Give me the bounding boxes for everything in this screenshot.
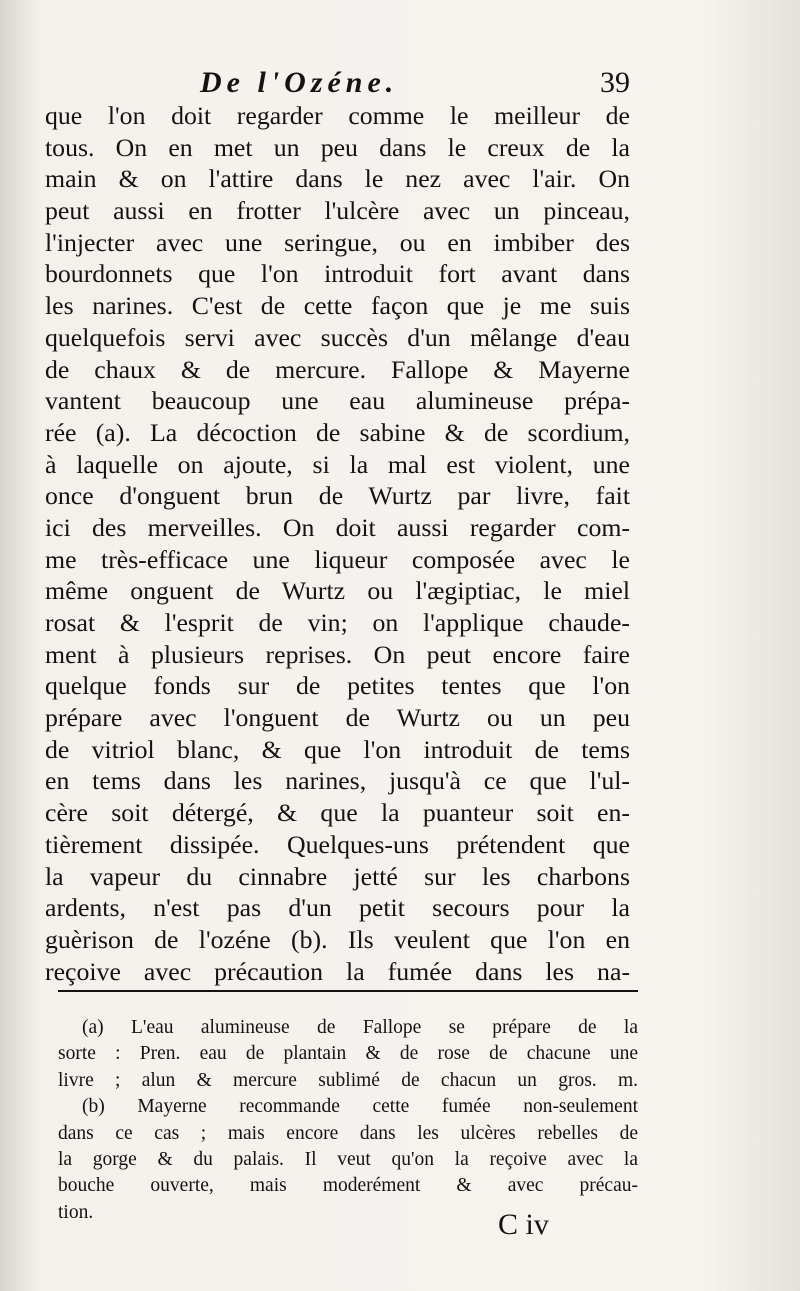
text-line: cère soit détergé, & que la puanteur soit en- bbox=[45, 798, 630, 828]
page-number: 39 bbox=[600, 66, 630, 99]
text-line: quelque fonds sur de petites tentes que l'on bbox=[45, 671, 630, 701]
footnote-divider bbox=[58, 990, 638, 992]
text-line: once d'onguent brun de Wurtz par livre, fait bbox=[45, 481, 630, 511]
text-line: guèrison de l'ozéne (b). Ils veulent que l'on en bbox=[45, 924, 630, 954]
footnote-line: la gorge & du palais. Il veut qu'on la reçoive avec la bbox=[58, 1148, 638, 1170]
footnote-line: livre ; alun & mercure sublimé de chacun un gros. m. bbox=[58, 1069, 638, 1091]
text-line: peut aussi en frotter l'ulcère avec un pinceau, bbox=[45, 196, 630, 226]
footnote-line: sorte : Pren. eau de plantain & de rose de chacune une bbox=[58, 1043, 638, 1065]
text-line: l'injecter avec une seringue, ou en imbiber des bbox=[45, 227, 630, 257]
text-line: bourdonnets que l'on introduit fort avant dans bbox=[45, 259, 630, 289]
running-head: De l'Ozéne. bbox=[200, 66, 399, 99]
footnote-line: dans ce cas ; mais encore dans les ulcères rebelles de bbox=[58, 1122, 638, 1144]
text-line: les narines. C'est de cette façon que je me suis bbox=[45, 291, 630, 321]
text-line: tous. On en met un peu dans le creux de la bbox=[45, 132, 630, 162]
footnote-line: tion. bbox=[58, 1201, 94, 1223]
text-line: ici des merveilles. On doit aussi regarder com- bbox=[45, 512, 630, 542]
text-line: quelquefois servi avec succès d'un mêlange d'eau bbox=[45, 322, 630, 352]
text-line: tièrement dissipée. Quelques-uns prétendent que bbox=[45, 829, 630, 859]
text-line: en tems dans les narines, jusqu'à ce que l'ul- bbox=[45, 766, 630, 796]
main-text bbox=[45, 100, 630, 987]
text-line: de chaux & de mercure. Fallope & Mayerne bbox=[45, 354, 630, 384]
text-line: à laquelle on ajoute, si la mal est violent, une bbox=[45, 449, 630, 479]
text-line: même onguent de Wurtz ou l'ægiptiac, le miel bbox=[45, 576, 630, 606]
text-line: reçoive avec précaution la fumée dans les na- bbox=[45, 956, 630, 986]
text-line: rée (a). La décoction de sabine & de scordium, bbox=[45, 417, 630, 447]
text-line: ardents, n'est pas d'un petit secours pour la bbox=[45, 893, 630, 923]
text-line: rosat & l'esprit de vin; on l'applique chaude- bbox=[45, 608, 630, 637]
footnote-line: (b) Mayerne recommande cette fumée non-seulement bbox=[82, 1096, 638, 1118]
footnote-line: (a) L'eau alumineuse de Fallope se prépare de la bbox=[82, 1017, 638, 1038]
footnote-line: bouche ouverte, mais moderément & avec précau- bbox=[58, 1175, 638, 1197]
text-line: de vitriol blanc, & que l'on introduit de tems bbox=[45, 734, 630, 764]
text-line: la vapeur du cinnabre jetté sur les charbons bbox=[45, 861, 630, 891]
footnotes bbox=[58, 1015, 638, 1226]
text-line: main & on l'attire dans le nez avec l'air. On bbox=[45, 164, 630, 194]
text-line: ment à plusieurs reprises. On peut encore faire bbox=[45, 639, 630, 669]
text-line: me très-efficace une liqueur composée avec le bbox=[45, 544, 630, 574]
text-line: prépare avec l'onguent de Wurtz ou un peu bbox=[45, 703, 630, 733]
signature-mark: C iv bbox=[498, 1208, 549, 1241]
text-line: que l'on doit regarder comme le meilleur de bbox=[45, 101, 630, 130]
text-line: vantent beaucoup une eau alumineuse prépa- bbox=[45, 386, 630, 416]
